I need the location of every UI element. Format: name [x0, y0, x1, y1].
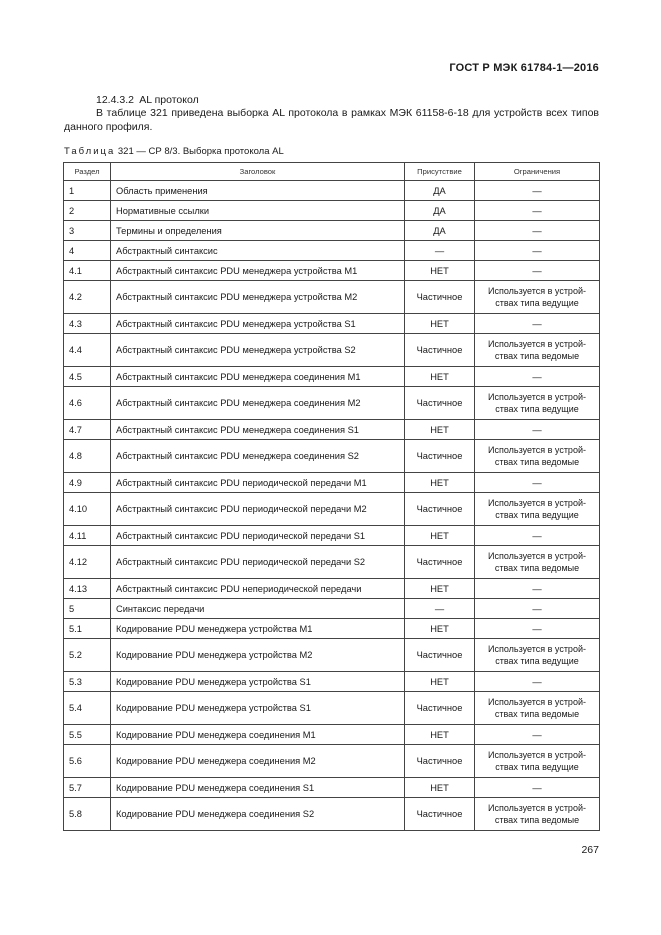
cell-presence: НЕТ — [405, 526, 475, 546]
cell-limits: Используется в устрой-ствах типа ведущие — [475, 745, 600, 778]
table-header-row — [64, 163, 600, 181]
table-row — [64, 440, 600, 473]
cell-presence: НЕТ — [405, 420, 475, 440]
cell-title: Синтаксис передачи — [111, 599, 405, 619]
cell-title: Кодирование PDU менеджера устройства M2 — [111, 639, 405, 672]
cell-limits: — — [475, 314, 600, 334]
cell-section: 4.2 — [64, 281, 111, 314]
cell-presence: Частичное — [405, 440, 475, 473]
table-row — [64, 798, 600, 831]
table-row — [64, 241, 600, 261]
header-title: Заголовок — [111, 163, 405, 181]
table-caption — [64, 146, 284, 157]
cell-section: 4.1 — [64, 261, 111, 281]
table-row — [64, 221, 600, 241]
cell-presence: — — [405, 241, 475, 261]
cell-section: 4.13 — [64, 579, 111, 599]
header-presence: Присутствие — [405, 163, 475, 181]
cell-title: Абстрактный синтаксис PDU менеджера устройства S2 — [111, 334, 405, 367]
cell-limits: Используется в устрой-ствах типа ведомые — [475, 692, 600, 725]
cell-limits: — — [475, 778, 600, 798]
cell-limits: — — [475, 241, 600, 261]
cell-section: 4.7 — [64, 420, 111, 440]
cell-presence: НЕТ — [405, 672, 475, 692]
cell-title: Абстрактный синтаксис PDU менеджера соединения M1 — [111, 367, 405, 387]
cell-limits: Используется в устрой-ствах типа ведущие — [475, 493, 600, 526]
intro-paragraph: В таблице 321 приведена выборка AL протокола в рамках МЭК 61158-6-18 для устройств всех типов данного профиля. — [64, 107, 599, 133]
cell-section: 2 — [64, 201, 111, 221]
cell-limits: — — [475, 526, 600, 546]
al-protocol-table — [63, 162, 600, 831]
cell-presence: Частичное — [405, 639, 475, 672]
cell-presence: Частичное — [405, 493, 475, 526]
cell-title: Абстрактный синтаксис — [111, 241, 405, 261]
cell-presence: Частичное — [405, 387, 475, 420]
table-row — [64, 725, 600, 745]
cell-limits: — — [475, 599, 600, 619]
cell-presence: ДА — [405, 221, 475, 241]
cell-limits: Используется в устрой-ствах типа ведомые — [475, 798, 600, 831]
cell-limits: — — [475, 181, 600, 201]
cell-title: Абстрактный синтаксис PDU менеджера соединения S2 — [111, 440, 405, 473]
cell-limits: — — [475, 201, 600, 221]
table-row — [64, 599, 600, 619]
table-row — [64, 778, 600, 798]
table-row — [64, 201, 600, 221]
cell-limits: — — [475, 367, 600, 387]
cell-section: 4.8 — [64, 440, 111, 473]
table-caption-label: Таблица — [64, 146, 116, 157]
cell-title: Кодирование PDU менеджера устройства S1 — [111, 672, 405, 692]
cell-section: 4 — [64, 241, 111, 261]
cell-limits: — — [475, 473, 600, 493]
table-row — [64, 367, 600, 387]
section-title: AL протокол — [139, 94, 199, 106]
cell-title: Кодирование PDU менеджера соединения M1 — [111, 725, 405, 745]
section-heading — [96, 94, 199, 106]
table-row — [64, 387, 600, 420]
cell-limits: Используется в устрой-ствах типа ведущие — [475, 387, 600, 420]
cell-limits: Используется в устрой-ствах типа ведомые — [475, 334, 600, 367]
cell-limits: Используется в устрой-ствах типа ведомые — [475, 440, 600, 473]
cell-section: 4.12 — [64, 546, 111, 579]
header-limits: Ограничения — [475, 163, 600, 181]
cell-section: 5.5 — [64, 725, 111, 745]
table-row — [64, 281, 600, 314]
cell-title: Абстрактный синтаксис PDU менеджера устройства M1 — [111, 261, 405, 281]
cell-title: Кодирование PDU менеджера устройства S1 — [111, 692, 405, 725]
cell-limits: — — [475, 725, 600, 745]
cell-title: Абстрактный синтаксис PDU периодической передачи S2 — [111, 546, 405, 579]
cell-title: Абстрактный синтаксис PDU периодической передачи S1 — [111, 526, 405, 546]
section-number: 12.4.3.2 — [96, 94, 134, 106]
cell-presence: НЕТ — [405, 619, 475, 639]
cell-section: 5.1 — [64, 619, 111, 639]
cell-title: Кодирование PDU менеджера соединения S1 — [111, 778, 405, 798]
cell-title: Кодирование PDU менеджера соединения S2 — [111, 798, 405, 831]
cell-limits: — — [475, 261, 600, 281]
cell-presence: Частичное — [405, 281, 475, 314]
cell-title: Абстрактный синтаксис PDU менеджера соединения S1 — [111, 420, 405, 440]
cell-presence: ДА — [405, 181, 475, 201]
cell-limits: Используется в устрой-ствах типа ведущие — [475, 281, 600, 314]
cell-section: 5 — [64, 599, 111, 619]
cell-title: Абстрактный синтаксис PDU периодической передачи M1 — [111, 473, 405, 493]
page-number: 267 — [581, 844, 599, 856]
cell-presence: НЕТ — [405, 725, 475, 745]
cell-title: Нормативные ссылки — [111, 201, 405, 221]
cell-title: Абстрактный синтаксис PDU периодической передачи M2 — [111, 493, 405, 526]
table-row — [64, 181, 600, 201]
table-row — [64, 639, 600, 672]
table-row — [64, 420, 600, 440]
cell-section: 5.6 — [64, 745, 111, 778]
cell-title: Абстрактный синтаксис PDU непериодической передачи — [111, 579, 405, 599]
cell-title: Абстрактный синтаксис PDU менеджера соединения M2 — [111, 387, 405, 420]
cell-title: Абстрактный синтаксис PDU менеджера устройства M2 — [111, 281, 405, 314]
table-row — [64, 745, 600, 778]
cell-section: 4.10 — [64, 493, 111, 526]
cell-limits: — — [475, 420, 600, 440]
table-row — [64, 526, 600, 546]
cell-limits: Используется в устрой-ствах типа ведущие — [475, 639, 600, 672]
table-body — [64, 181, 600, 831]
cell-presence: НЕТ — [405, 261, 475, 281]
table-row — [64, 314, 600, 334]
cell-presence: НЕТ — [405, 314, 475, 334]
cell-limits: — — [475, 672, 600, 692]
cell-limits: Используется в устрой-ствах типа ведомые — [475, 546, 600, 579]
cell-section: 4.3 — [64, 314, 111, 334]
cell-title: Термины и определения — [111, 221, 405, 241]
cell-presence: Частичное — [405, 546, 475, 579]
cell-section: 4.4 — [64, 334, 111, 367]
table-row — [64, 334, 600, 367]
header-section: Раздел — [64, 163, 111, 181]
cell-title: Кодирование PDU менеджера соединения M2 — [111, 745, 405, 778]
cell-presence: — — [405, 599, 475, 619]
cell-title: Абстрактный синтаксис PDU менеджера устройства S1 — [111, 314, 405, 334]
cell-section: 4.6 — [64, 387, 111, 420]
cell-section: 4.11 — [64, 526, 111, 546]
standard-header: ГОСТ Р МЭК 61784-1—2016 — [449, 62, 599, 74]
cell-section: 5.4 — [64, 692, 111, 725]
cell-section: 3 — [64, 221, 111, 241]
table-row — [64, 579, 600, 599]
table-row — [64, 672, 600, 692]
cell-section: 5.2 — [64, 639, 111, 672]
table-row — [64, 619, 600, 639]
cell-section: 5.3 — [64, 672, 111, 692]
cell-title: Область применения — [111, 181, 405, 201]
cell-presence: Частичное — [405, 798, 475, 831]
cell-presence: НЕТ — [405, 778, 475, 798]
table-row — [64, 493, 600, 526]
cell-section: 4.5 — [64, 367, 111, 387]
cell-limits: — — [475, 579, 600, 599]
cell-section: 4.9 — [64, 473, 111, 493]
cell-title: Кодирование PDU менеджера устройства M1 — [111, 619, 405, 639]
cell-section: 5.8 — [64, 798, 111, 831]
cell-section: 5.7 — [64, 778, 111, 798]
cell-presence: Частичное — [405, 745, 475, 778]
cell-presence: НЕТ — [405, 579, 475, 599]
cell-presence: Частичное — [405, 334, 475, 367]
table-row — [64, 261, 600, 281]
cell-presence: ДА — [405, 201, 475, 221]
cell-limits: — — [475, 619, 600, 639]
cell-presence: Частичное — [405, 692, 475, 725]
cell-presence: НЕТ — [405, 367, 475, 387]
table-row — [64, 473, 600, 493]
table-row — [64, 692, 600, 725]
table-row — [64, 546, 600, 579]
cell-presence: НЕТ — [405, 473, 475, 493]
cell-limits: — — [475, 221, 600, 241]
cell-section: 1 — [64, 181, 111, 201]
table-caption-text: 321 — СР 8/3. Выборка протокола AL — [117, 146, 284, 157]
